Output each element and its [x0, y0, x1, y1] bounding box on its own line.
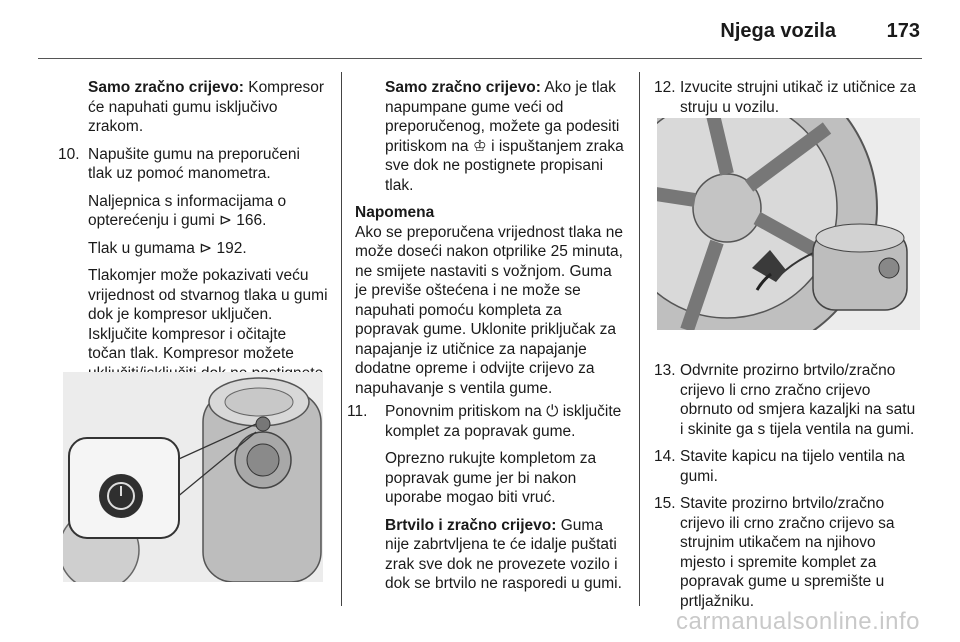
tire-pressure-paragraph [88, 239, 328, 259]
step-text-a: Ponovnim pritiskom na [385, 403, 542, 420]
step-text [385, 402, 625, 441]
step-12 [654, 78, 920, 117]
step-number: 10. [58, 145, 80, 163]
step-10 [58, 145, 328, 403]
step-text-b: isključite komplet za popravak gume. [385, 403, 622, 440]
page-ref-166[interactable]: 166. [236, 212, 267, 229]
page-ref-192[interactable]: 192. [216, 239, 247, 257]
step-text: Odvrnite prozirno brtvilo/zračno crijevo li crno zračno crijevo obrnuto od smjera kazaljki na satu i skinite ga s tijela ventila na gumi. [680, 362, 916, 438]
air-adjust-text: Ako je tlak napumpane gume veći od preporučenog, možete ga podesiti pritiskom na [385, 79, 620, 155]
column-divider-1 [341, 72, 342, 606]
air-hose-text: Kompresor će napuhati gumu isključivo zrakom. [88, 79, 325, 135]
step-number: 13. [654, 362, 676, 379]
load-info-paragraph [88, 192, 328, 231]
compressor-figure [63, 372, 323, 582]
step-text: Napušite gumu na preporučeni tlak uz pomoć manometra. [88, 145, 300, 182]
page-ref-arrow-icon: ⊳ [199, 239, 213, 257]
step-15 [654, 494, 920, 611]
page-header-title: Njega vozila [720, 20, 836, 42]
note-block [355, 203, 625, 398]
step-number: 14. [654, 448, 676, 465]
step-14 [654, 447, 920, 486]
column-1 [58, 78, 328, 411]
step-11 [347, 402, 625, 594]
air-adjust-text-end: i ispuštanjem zraka sve dok ne postignete propisani tlak. [385, 137, 624, 194]
compressor-illustration [63, 372, 323, 582]
tire-pressure-text: Tlak u gumama [88, 239, 195, 257]
deflate-icon: ♔ [472, 137, 487, 155]
step-number: 11. [347, 403, 368, 420]
header-rule [38, 58, 922, 59]
watermark: carmanualsonline.info [676, 608, 920, 635]
wheel-illustration [657, 118, 920, 330]
step-13 [654, 361, 920, 439]
air-hose-label: Samo zračno crijevo: [88, 79, 244, 96]
wheel-figure [657, 118, 920, 330]
page-ref-arrow-icon: ⊳ [218, 212, 232, 229]
air-hose-intro [58, 78, 328, 137]
step-number: 12. [654, 79, 676, 96]
step-number: 15. [654, 495, 676, 512]
step-text: Stavite prozirno brtvilo/zračno crijevo ili crno zračno crijevo sa strujnim utikačem na njihovo mjesto i spremite komplet za popravak gume u spremište u prtljažniku. [680, 495, 895, 610]
caution-text: Oprezno rukujte kompletom za popravak gume jer bi nakon uporabe mogao biti vruć. [385, 450, 597, 506]
load-info-text: Naljepnica s informacijama o opterećenju i gumi [88, 192, 287, 229]
gauge-paragraph: Tlakomjer može pokazivati veću vrijednost od stvarnog tlaka u gumi dok je kompresor uključen. Isključite kompresor i očitajte točan tlak. Kompresor možete [88, 267, 328, 362]
step-text: Izvucite strujni utikač iz utičnice za struju u vozilu. [680, 79, 917, 116]
air-hose-label: Samo zračno crijevo: [385, 79, 541, 96]
note-text: Ako se preporučena vrijednost tlaka ne može doseći nakon otprilike 25 minuta, ne smijete nastaviti s vožnjom. Guma je previše oštećena i ne može se napuhati pomoću kompleta za popravak gume. Uklonite priključak za napajanje iz utičnice za napajanje dodatne opreme i odvijte crijevo za napuhavanje s ventila gume. [355, 223, 623, 397]
page-number: 173 [886, 20, 920, 42]
column-divider-2 [639, 72, 640, 606]
sealant-paragraph [385, 516, 625, 594]
sealant-text: Guma nije zabrtvljena te će idalje puštati zrak sve dok ne provezete vozilo i dok se brtvilo ne rasporedi u gumi. [385, 516, 622, 592]
power-icon: ⏻ [546, 403, 559, 420]
sealant-label: Brtvilo i zračno crijevo: [385, 516, 557, 534]
note-title: Napomena [355, 204, 435, 221]
step-text: Stavite kapicu na tijelo ventila na gumi. [680, 448, 905, 485]
air-hose-adjust [355, 78, 625, 195]
column-2 [347, 78, 625, 602]
